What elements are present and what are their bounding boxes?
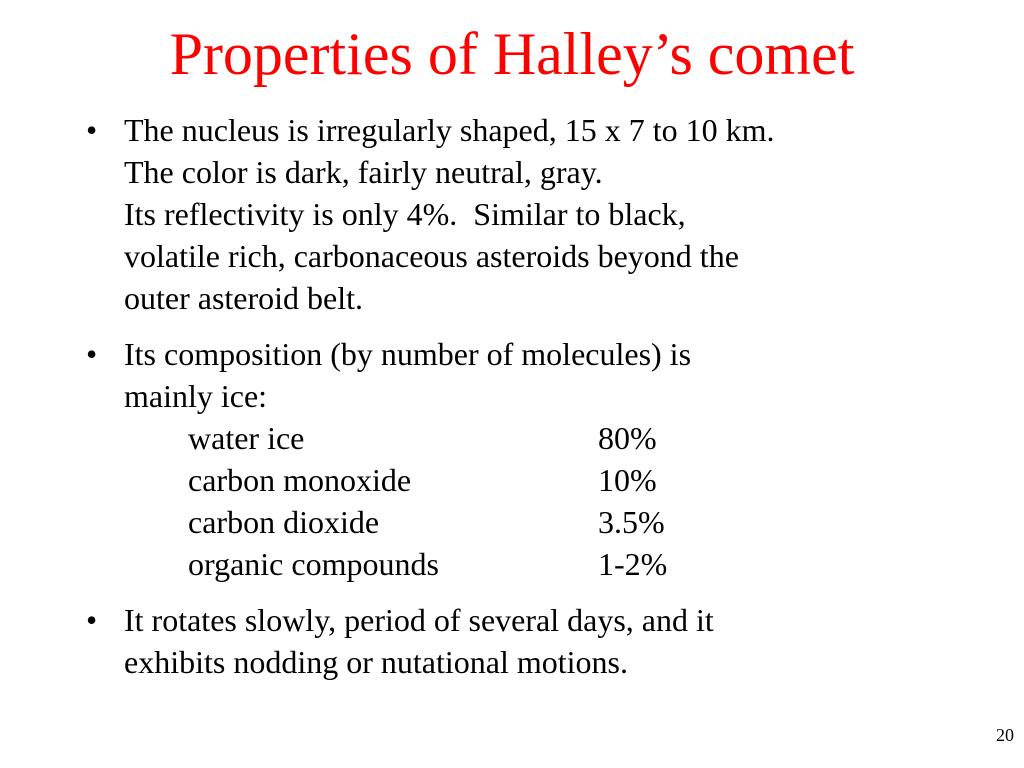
bullet-2-line-1: Its composition (by number of molecules) is — [124, 336, 692, 372]
bullet-marker: • — [86, 112, 98, 148]
composition-name-carbon-monoxide: carbon monoxide — [188, 462, 412, 498]
composition-name-carbon-dioxide: carbon dioxide — [188, 504, 380, 540]
bullet-1-line-3: Its reflectivity is only 4%. Similar to black, — [124, 196, 686, 232]
composition-name-water-ice: water ice — [188, 420, 305, 456]
composition-value-carbon-monoxide: 10% — [598, 462, 657, 498]
bullet-1-line-4: volatile rich, carbonaceous asteroids beyond the — [124, 238, 739, 274]
composition-value-water-ice: 80% — [598, 420, 657, 456]
bullet-3-line-1: It rotates slowly, period of several days, and it — [124, 602, 714, 638]
composition-value-organic-compounds: 1-2% — [598, 546, 668, 582]
slide-title: Properties of Halley’s comet — [169, 21, 855, 87]
bullet-2-line-2: mainly ice: — [124, 378, 268, 414]
bullet-marker: • — [86, 602, 98, 638]
composition-value-carbon-dioxide: 3.5% — [598, 504, 665, 540]
bullet-1-line-2: The color is dark, fairly neutral, gray. — [124, 154, 603, 190]
composition-name-organic-compounds: organic compounds — [188, 546, 439, 582]
bullet-1-line-1: The nucleus is irregularly shaped, 15 x 7 to 10 km. — [124, 112, 775, 148]
bullet-3-line-2: exhibits nodding or nutational motions. — [124, 644, 628, 680]
bullet-marker: • — [86, 336, 98, 372]
slide-number: 20 — [996, 725, 1014, 745]
bullet-1-line-5: outer asteroid belt. — [124, 280, 364, 316]
